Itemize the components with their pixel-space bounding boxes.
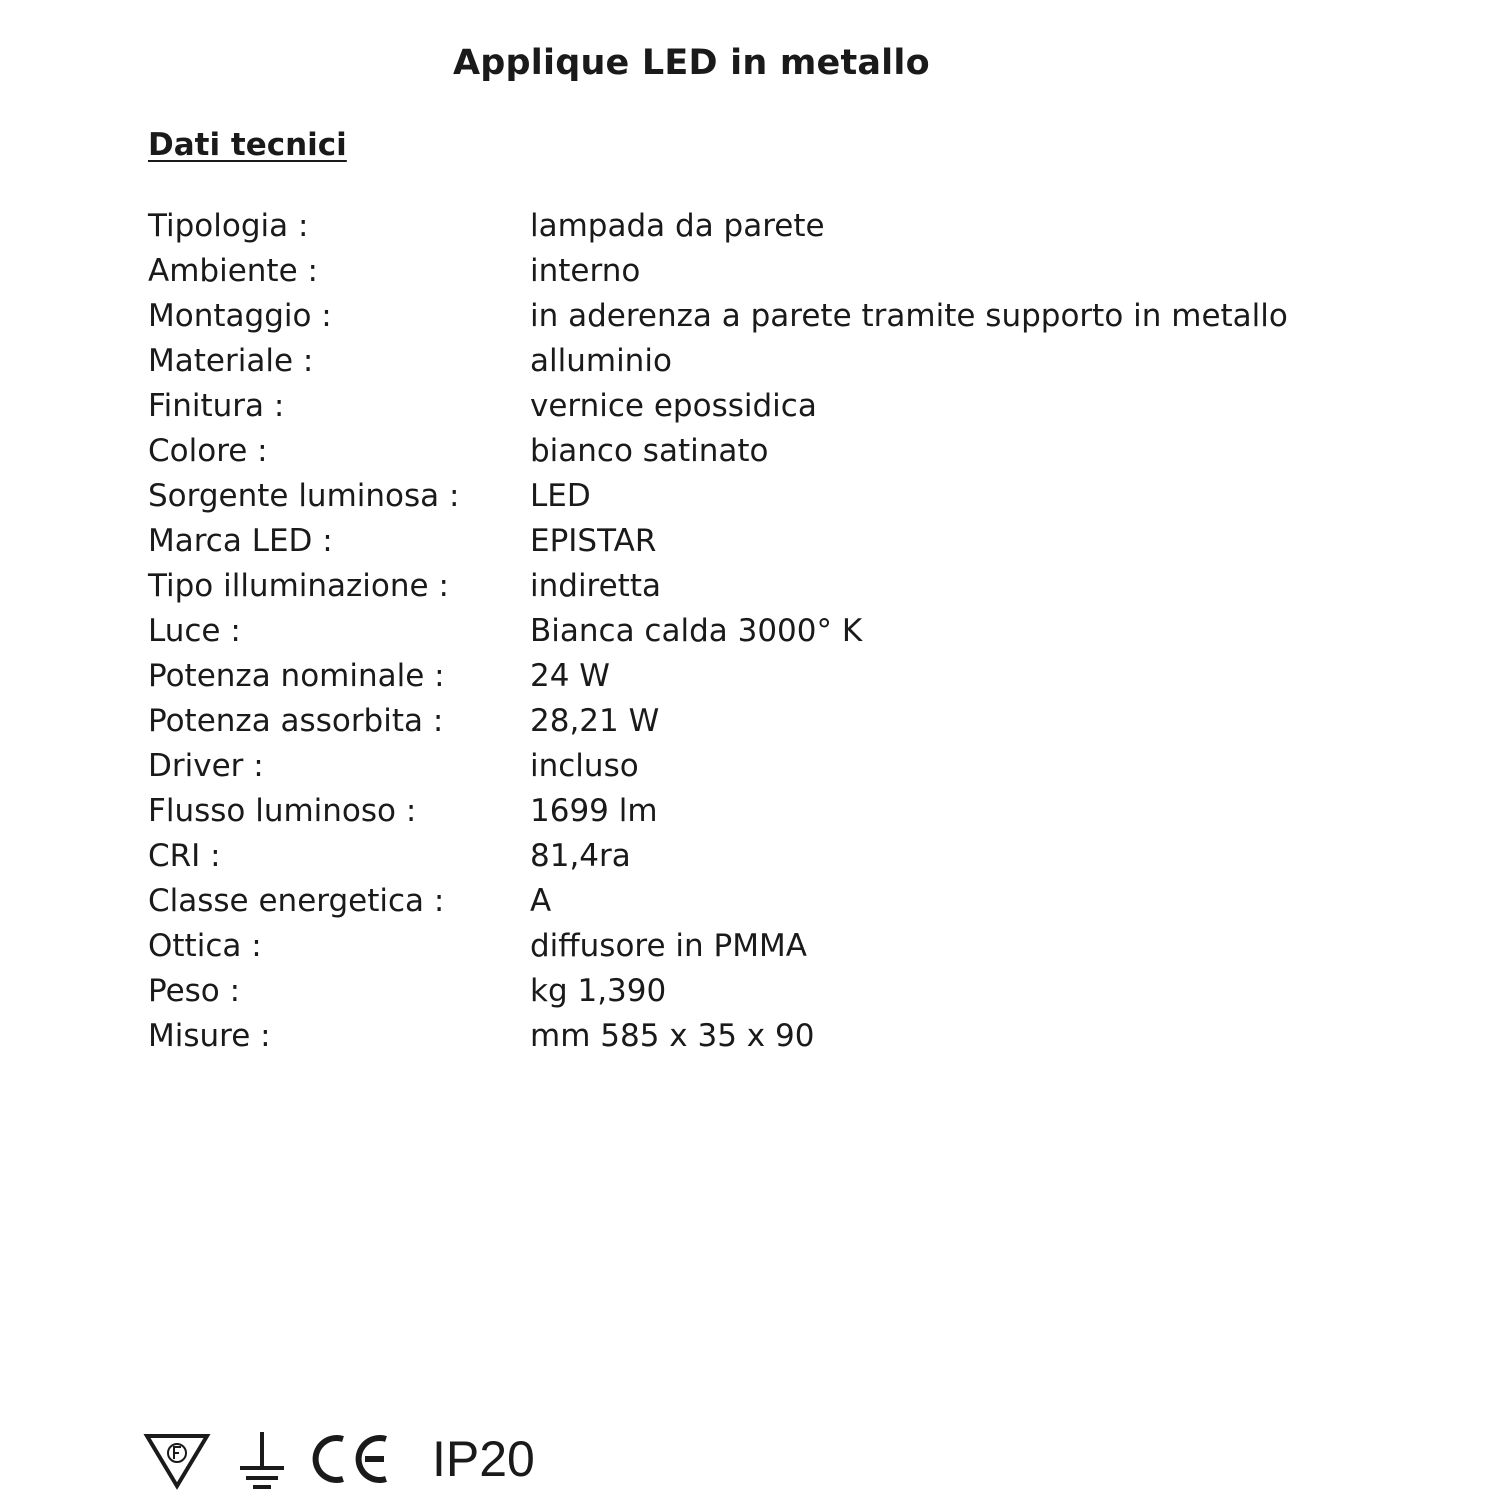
spec-value: 28,21 W <box>530 703 660 739</box>
spec-label: Marca LED : <box>148 523 333 559</box>
spec-label: Peso : <box>148 973 241 1009</box>
spec-label: Ottica : <box>148 928 262 964</box>
spec-row-cri <box>148 834 1438 879</box>
spec-value: Bianca calda 3000° K <box>530 613 863 649</box>
certification-marks <box>143 1424 535 1494</box>
spec-row-classe-energetica <box>148 879 1438 924</box>
spec-label: Flusso luminoso : <box>148 793 417 829</box>
spec-row-flusso-luminoso <box>148 789 1438 834</box>
spec-label: Driver : <box>148 748 264 784</box>
spec-row-potenza-nominale <box>148 654 1438 699</box>
spec-row-sorgente-luminosa <box>148 474 1438 519</box>
f-mark-icon <box>143 1428 211 1490</box>
earth-ground-icon <box>236 1428 288 1490</box>
spec-value: interno <box>530 253 641 289</box>
spec-row-misure <box>148 1014 1438 1059</box>
spec-value: diffusore in PMMA <box>530 928 807 964</box>
spec-value: 1699 lm <box>530 793 658 829</box>
spec-row-montaggio <box>148 294 1438 339</box>
section-heading-technical-data: Dati tecnici <box>148 127 347 163</box>
spec-label: CRI : <box>148 838 221 874</box>
spec-label: Tipo illuminazione : <box>148 568 449 604</box>
spec-row-finitura <box>148 384 1438 429</box>
spec-row-materiale <box>148 339 1438 384</box>
spec-label: Materiale : <box>148 343 314 379</box>
ce-mark-icon <box>308 1431 392 1487</box>
spec-row-driver <box>148 744 1438 789</box>
spec-value: EPISTAR <box>530 523 657 559</box>
spec-label: Sorgente luminosa : <box>148 478 460 514</box>
spec-value: 81,4ra <box>530 838 631 874</box>
spec-row-tipo-illuminazione <box>148 564 1438 609</box>
spec-value: mm 585 x 35 x 90 <box>530 1018 815 1054</box>
spec-value: bianco satinato <box>530 433 769 469</box>
spec-label: Luce : <box>148 613 241 649</box>
spec-label: Ambiente : <box>148 253 318 289</box>
spec-label: Colore : <box>148 433 268 469</box>
spec-value: lampada da parete <box>530 208 825 244</box>
spec-value: 24 W <box>530 658 610 694</box>
spec-row-luce <box>148 609 1438 654</box>
spec-row-ottica <box>148 924 1438 969</box>
spec-label: Montaggio : <box>148 298 332 334</box>
spec-row-tipologia <box>148 204 1438 249</box>
spec-label: Potenza assorbita : <box>148 703 444 739</box>
page-title: Applique LED in metallo <box>453 43 930 83</box>
spec-value: LED <box>530 478 591 514</box>
technical-specs-list <box>148 204 1438 1059</box>
spec-label: Tipologia : <box>148 208 309 244</box>
spec-label: Potenza nominale : <box>148 658 445 694</box>
spec-row-marca-led <box>148 519 1438 564</box>
spec-value: A <box>530 883 552 919</box>
spec-value: kg 1,390 <box>530 973 667 1009</box>
spec-row-colore <box>148 429 1438 474</box>
spec-value: vernice epossidica <box>530 388 817 424</box>
spec-row-potenza-assorbita <box>148 699 1438 744</box>
spec-label: Classe energetica : <box>148 883 445 919</box>
spec-label: Finitura : <box>148 388 285 424</box>
spec-value: indiretta <box>530 568 661 604</box>
ip-rating-label: IP20 <box>432 1431 535 1487</box>
spec-label: Misure : <box>148 1018 271 1054</box>
spec-row-peso <box>148 969 1438 1014</box>
spec-row-ambiente <box>148 249 1438 294</box>
spec-value: alluminio <box>530 343 672 379</box>
spec-value: incluso <box>530 748 639 784</box>
spec-value: in aderenza a parete tramite supporto in metallo <box>530 298 1288 334</box>
